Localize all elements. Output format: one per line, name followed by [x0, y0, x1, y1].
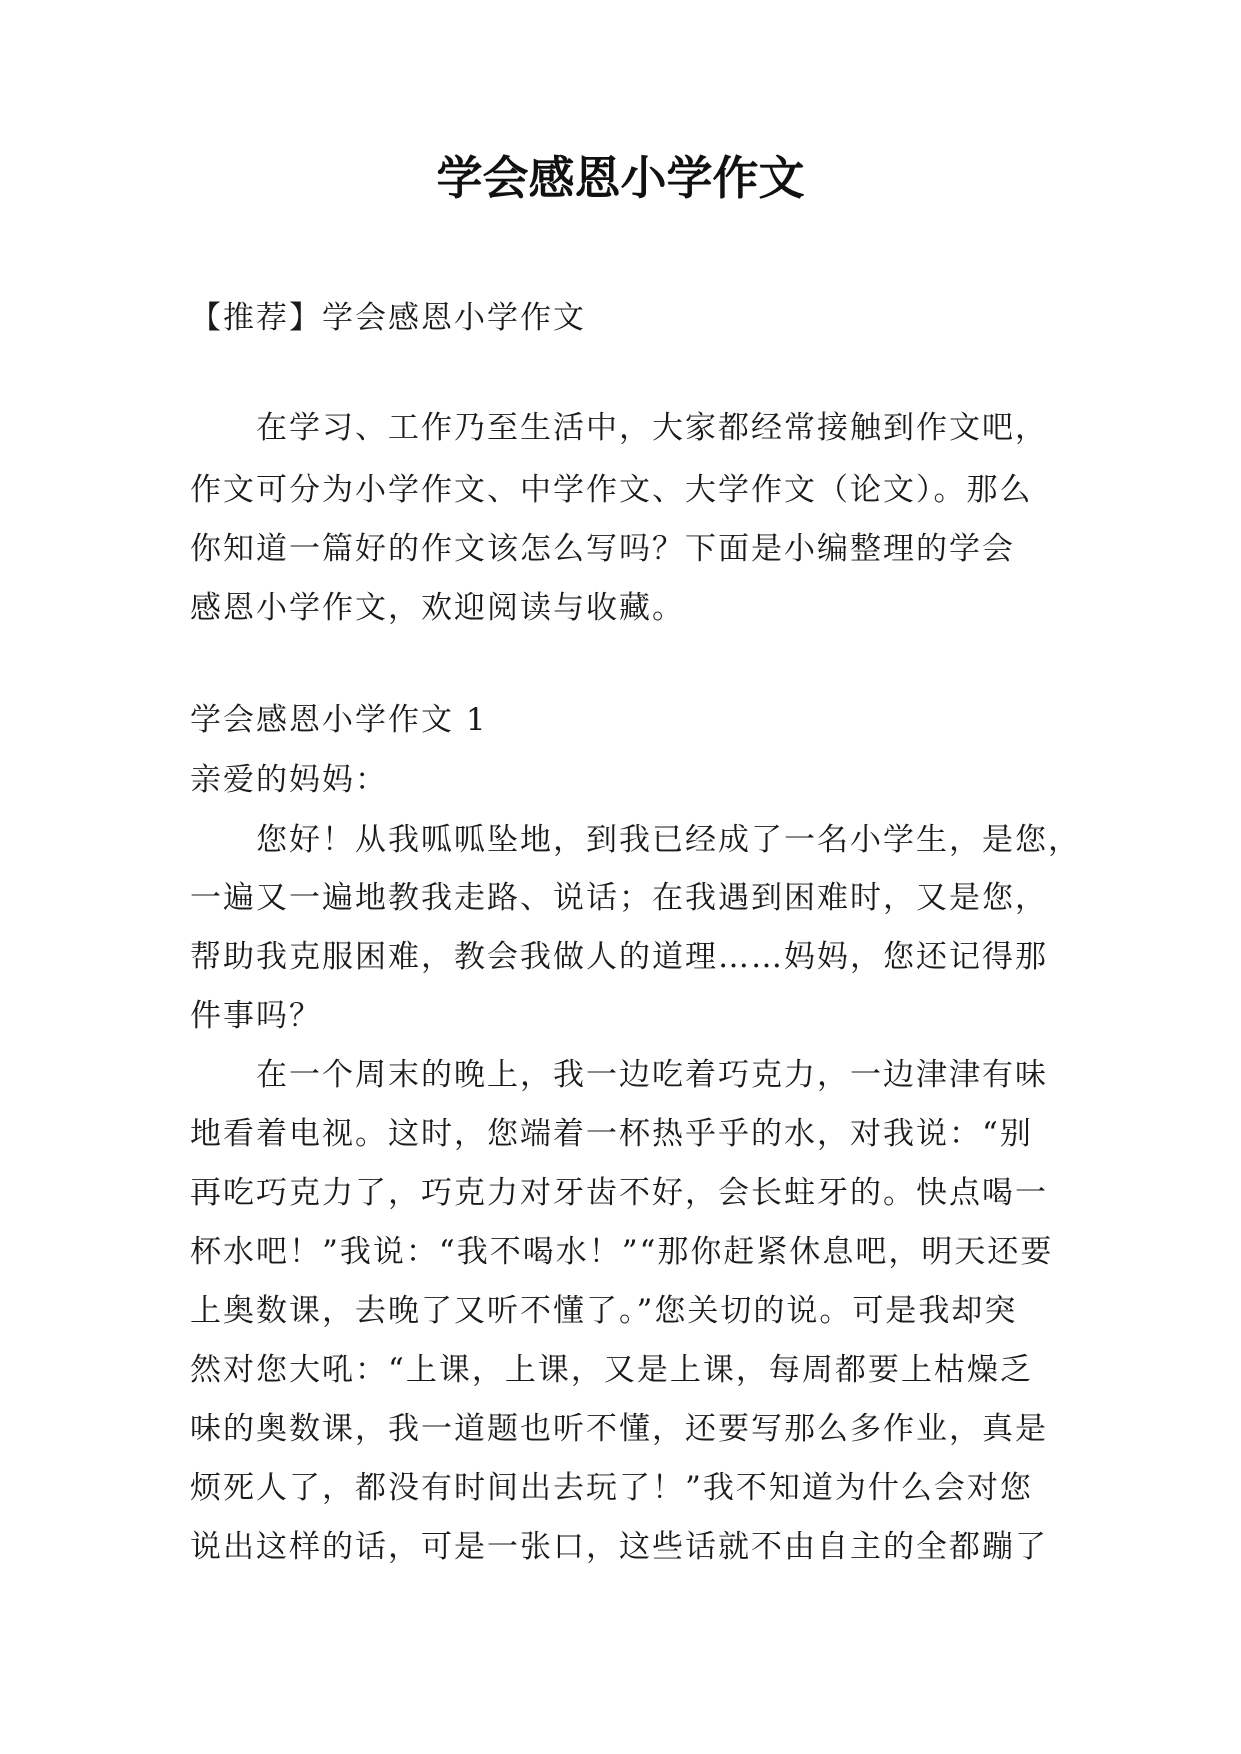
- document-subtitle: 【推荐】学会感恩小学作文: [190, 300, 586, 336]
- paragraph-line: 味的奥数课，我一道题也听不懂，还要写那么多作业，真是: [190, 1411, 1048, 1447]
- paragraph-line: 地看着电视。这时，您端着一杯热乎乎的水，对我说：“别: [190, 1116, 1033, 1152]
- paragraph-line: 件事吗？: [190, 998, 322, 1034]
- paragraph-line: 再吃巧克力了，巧克力对牙齿不好，会长蛀牙的。快点喝一: [190, 1175, 1048, 1211]
- paragraph-line: 在一个周末的晚上，我一边吃着巧克力，一边津津有味: [256, 1057, 1048, 1093]
- intro-line: 你知道一篇好的作文该怎么写吗？下面是小编整理的学会: [190, 531, 1015, 567]
- paragraph-line: 烦死人了，都没有时间出去玩了！”我不知道为什么会对您: [190, 1470, 1033, 1506]
- intro-line: 在学习、工作乃至生活中，大家都经常接触到作文吧，: [256, 410, 1048, 446]
- salutation: 亲爱的妈妈：: [190, 762, 388, 798]
- paragraph-line: 杯水吧！”我说：“我不喝水！”“那你赶紧休息吧，明天还要: [190, 1234, 1054, 1270]
- paragraph-line: 您好！从我呱呱坠地，到我已经成了一名小学生，是您，: [256, 822, 1081, 858]
- paragraph-line: 帮助我克服困难，教会我做人的道理……妈妈，您还记得那: [190, 939, 1048, 975]
- intro-line: 感恩小学作文，欢迎阅读与收藏。: [190, 590, 685, 626]
- paragraph-line: 然对您大吼：“上课，上课，又是上课，每周都要上枯燥乏: [190, 1352, 1033, 1388]
- intro-line: 作文可分为小学作文、中学作文、大学作文（论文）。那么: [190, 472, 1033, 508]
- document-title: 学会感恩小学作文: [436, 151, 805, 205]
- paragraph-line: 上奥数课，去晚了又听不懂了。”您关切的说。可是我却突: [190, 1293, 1018, 1329]
- paragraph-line: 说出这样的话，可是一张口，这些话就不由自主的全都蹦了: [190, 1529, 1048, 1565]
- section-heading: 学会感恩小学作文 1: [190, 702, 488, 738]
- paragraph-line: 一遍又一遍地教我走路、说话；在我遇到困难时，又是您，: [190, 880, 1048, 916]
